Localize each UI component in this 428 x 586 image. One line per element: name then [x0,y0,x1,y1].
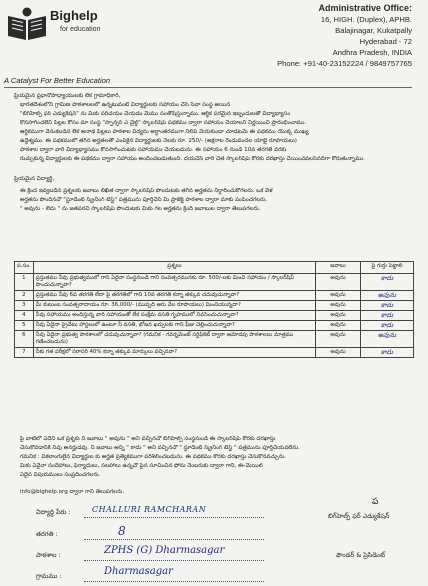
school-label: పాఠశాల : [36,551,61,559]
table-row [15,301,414,311]
closing-line: ఏదైన విషయములు సంప్రదించగలరు. [20,472,101,478]
question-text: మీ కుటుంబ సంవత్సరాదాయం రూ. 36,000/- (ముప్పది ఆరు వేల రూపాయలు) మించియున్నదా? [33,301,315,311]
question-number: 2 [15,291,34,301]
table-row [15,311,414,321]
answer-option: అవును [316,321,361,331]
header-divider [4,87,412,88]
answer-option: అవును [316,348,361,358]
question-text: నీకు గత పరీక్షలో సరాసరి 40% కన్నా తక్కువ మార్కులు వచ్చినవా? [33,348,315,358]
eligibility-question-table [14,261,414,358]
tagline: A Catalyst For Better Education [4,76,111,85]
column-header-number: ప.సం. [15,262,34,274]
question-number: 3 [15,301,34,311]
instruction-line: అర్హతను పొందినచో "స్టూడెంట్ స్క్రీనింగ్ టెస్ట్" పత్రమును పూర్తిచేసి మీ ప్రాజెక్ట్ పాఠశాల ద్వారా మాకు పంపించగలరు. [20,197,268,203]
brand-subtitle: for education [60,26,101,33]
question-number: 4 [15,311,34,321]
question-text: ప్రస్తుతము నీవు ప్రభుత్వములో గాని ఏదైనా సంస్థనుండి గాని సంవత్సరమునకు రూ. 500/-లకు మించి సహాయం / స్కాలర్‌షిప్ పొందుచున్నావా? [33,274,315,291]
body-line: భారతదేశంలోని గ్రామీణ పాఠశాలలలో ఉన్నటువంటి విద్యార్థులకు సహాయం చేసే సేవా సంస్థ అయిన [20,102,231,108]
handwritten-answer: కాదు [361,348,414,358]
handwritten-answer: కాదు [361,321,414,331]
table-row [15,321,414,331]
student-name-label: విద్యార్థి పేరు : [36,508,71,516]
column-header-answer: జవాబు [316,262,361,274]
address-line: 16, HIGH. (Duplex), APHB. [320,15,412,24]
closing-line: పై వాటిలో ఏదేని ఒక ప్రశ్నకు నీ జవాబు " అవును " అని వచ్చినచో బిగ్‌హెల్ప్ సంస్థనుండి ఈ స్కాలర్‌షిప్ కొరకు దరఖాస్తు [20,436,276,442]
class-value: 8 [118,524,126,538]
body-line: కొనసాగించలేని పిల్లల కోసం మా సంస్థ "స్పాన్సర్ ఎ చైల్డ్" స్కాలర్‌షిప్ పథకము ద్వారా సహాయం చేయాలని నిర్ణయించి ప్రారంభించాము. [20,120,307,126]
body-line: "బిగ్‌హెల్ప్ ఫర్ ఎడ్యుకేషన్" ను మీకు పరిచయం చేయడం మేము సంతోషిస్తున్నాము. ఆర్థిక పరమైన ఇబ్బందులతో విద్యాభ్యాసం [20,111,291,117]
student-name-value: CHALLURI RAMCHARAN [92,505,207,514]
question-text: నీవు ఏదైనా ప్రభుత్వ పాఠశాలలో చదువుచున్నావా? (గమనిక - గవర్నమెంట్ సర్టిఫికెట్ ద్వారా ఆమోదపు పాఠశాలలు మాత్రము గణించబడును) [33,331,315,348]
column-header-mark: పై గుర్తు పెట్టాలి [361,262,414,274]
address-line: Balajinagar, Kukatpally [335,26,412,35]
table-row [15,331,414,348]
address-line: Hyderabad - 72 [359,37,412,46]
school-value: ZPHS (G) Dharmasagar [104,545,225,556]
student-name-line [84,517,264,518]
office-address [212,2,412,69]
question-number: 7 [15,348,34,358]
question-number: 1 [15,274,34,291]
question-number: 5 [15,321,34,331]
body-line: రుచ్చుకున్న విద్యార్థులకు ఈ పథకము ద్వారా సహాయం అందించబడుతుంది. దయచేసి వారి చేత స్కాలర్‌షిప్ కొరకు దరఖాస్తు చేయించవలసినదిగా కోరుతున్నాము. [20,156,365,162]
answer-option: అవును [316,311,361,321]
question-number: 6 [15,331,34,348]
question-text: ప్రస్తుతము నీవు 6వ తరగతి లేదా పై తరగతిలో గాని 10వ తరగతి కన్నా తక్కువ చదువుచున్నావా? [33,291,315,301]
book-person-logo-icon [6,6,48,42]
question-text: నీవు సహాయము అందిస్తున్న వారి సహాయంతో లేక సంక్షేమ వసతి గృహములో నివసించుచున్నావా? [33,311,315,321]
handwritten-answer: కాదు [361,311,414,321]
column-header-question: ప్రశ్నలు [33,262,315,274]
closing-line: మీకు ఏవైనా సందేహాలు, ఫిర్యాదులు, సలహాలు ఉన్నచో పైన సూచించిన ఫోను నెంబరుకు ద్వారా గాని, ఈ-మెయిల్ [20,463,263,469]
office-title: Administrative Office: [318,3,412,13]
table-row [15,348,414,358]
body-line: పాఠశాల ద్వారా వారి విద్యాభ్యాసము కొనసాగించుటకు సహాయము చేయబడును. ఈ సహాయం 6 నుండి 10వ తరగతి వరకు [20,147,287,153]
bighelp-logo [4,2,114,46]
student-greeting: ప్రియమైన విద్యార్థి, [14,176,55,182]
closing-line: చేసుకోవడానికి నీవు అనర్హుడవు. నీ జవాబు అన్ని " కాదు " అని వచ్చినచో " స్టూడెంట్ స్క్రీనింగ్ టెస్ట్ " పత్రమును పూర్తిచేయవలెను. [20,445,300,451]
closing-line: గమనిక : వికలాంగులైన విద్యార్థుల కు అర్హత ప్రత్యేకముగా పరిశీలించబడును. ఈ పథకము కొరకు దరఖాస్తు చేసుకొనవచ్చును. [20,454,287,460]
table-row [15,291,414,301]
signatory-title: ఫౌండర్ & ప్రెసిడెంట్ [336,551,386,559]
answer-option: అవును [316,291,361,301]
contact-email: info@bighelp.org ద్వారా గాని తెలుపగలరు. [20,489,125,495]
class-line [84,539,264,540]
instruction-line: ఈ క్రింద ఇవ్వబడిన ప్రశ్నలకు జవాబు లిఖిత ద్వారా స్కాలర్‌షిప్ పొందుటకు తగిన అర్హతను నిర్ధారించుకోగలరు. ఒక వేళ [20,188,273,194]
signature-mark: ప [372,497,379,507]
handwritten-answer: అవును [361,291,414,301]
handwritten-answer: అవును [361,331,414,348]
body-line: ఆర్థికముగా వెనుకబడిన లేక అనాథ పిల్లలు పాఠశాల విద్యను అర్ధాంతరముగా నిలిపి వేయకుండా చూడటమే ఈ పథకము యొక్క ముఖ్య [20,129,309,135]
phone-number: Phone: +91-40-23152224 / 9849757765 [277,59,412,68]
address-line: Andhra Pradesh, INDIA [332,48,412,57]
table-header-row [15,262,414,274]
table-row [15,274,414,291]
organization-signature: బిగ్‌హెల్ప్ ఫర్ ఎడ్యుకేషన్ [328,512,390,520]
body-line: ఉద్దేశ్యము. ఈ పథకములో తగిన అర్హతలతో ఎంపికైన విద్యార్థులకు నెలకు రూ. 250/- (అక్షరాల రెండువందల యాభై రూపాయలు) [20,138,297,144]
class-label: తరగతి : [36,530,58,538]
handwritten-answer: కాదు [361,274,414,291]
brand-name: Bighelp [50,8,98,23]
village-value: Dharmasagar [104,566,173,577]
school-line [84,560,264,561]
instruction-line: " అవును - లేదు " ను జతపరచి స్కాలర్‌షిప్ పొందుటకు మీకు గల అర్హతను క్రింది జవాబుల ద్వారా తెలుపగలరు. [20,206,261,212]
village-line [84,581,264,582]
village-label: గ్రామము : [36,572,62,580]
question-text: నీవు ఏదైనా ప్రైవేటు హాస్టలులో ఉంటూ నీ వసతి, భోజన ఖర్చులకు గాని ఫీజు చెల్లించుచున్నావా? [33,321,315,331]
handwritten-answer: కాదు [361,301,414,311]
answer-option: అవును [316,331,361,348]
answer-option: అవును [316,301,361,311]
greeting-line: ప్రియమైన ప్రధానోపాధ్యాయులకు లేక గ్రామాధికారి, [14,93,121,99]
answer-option: అవును [316,274,361,291]
